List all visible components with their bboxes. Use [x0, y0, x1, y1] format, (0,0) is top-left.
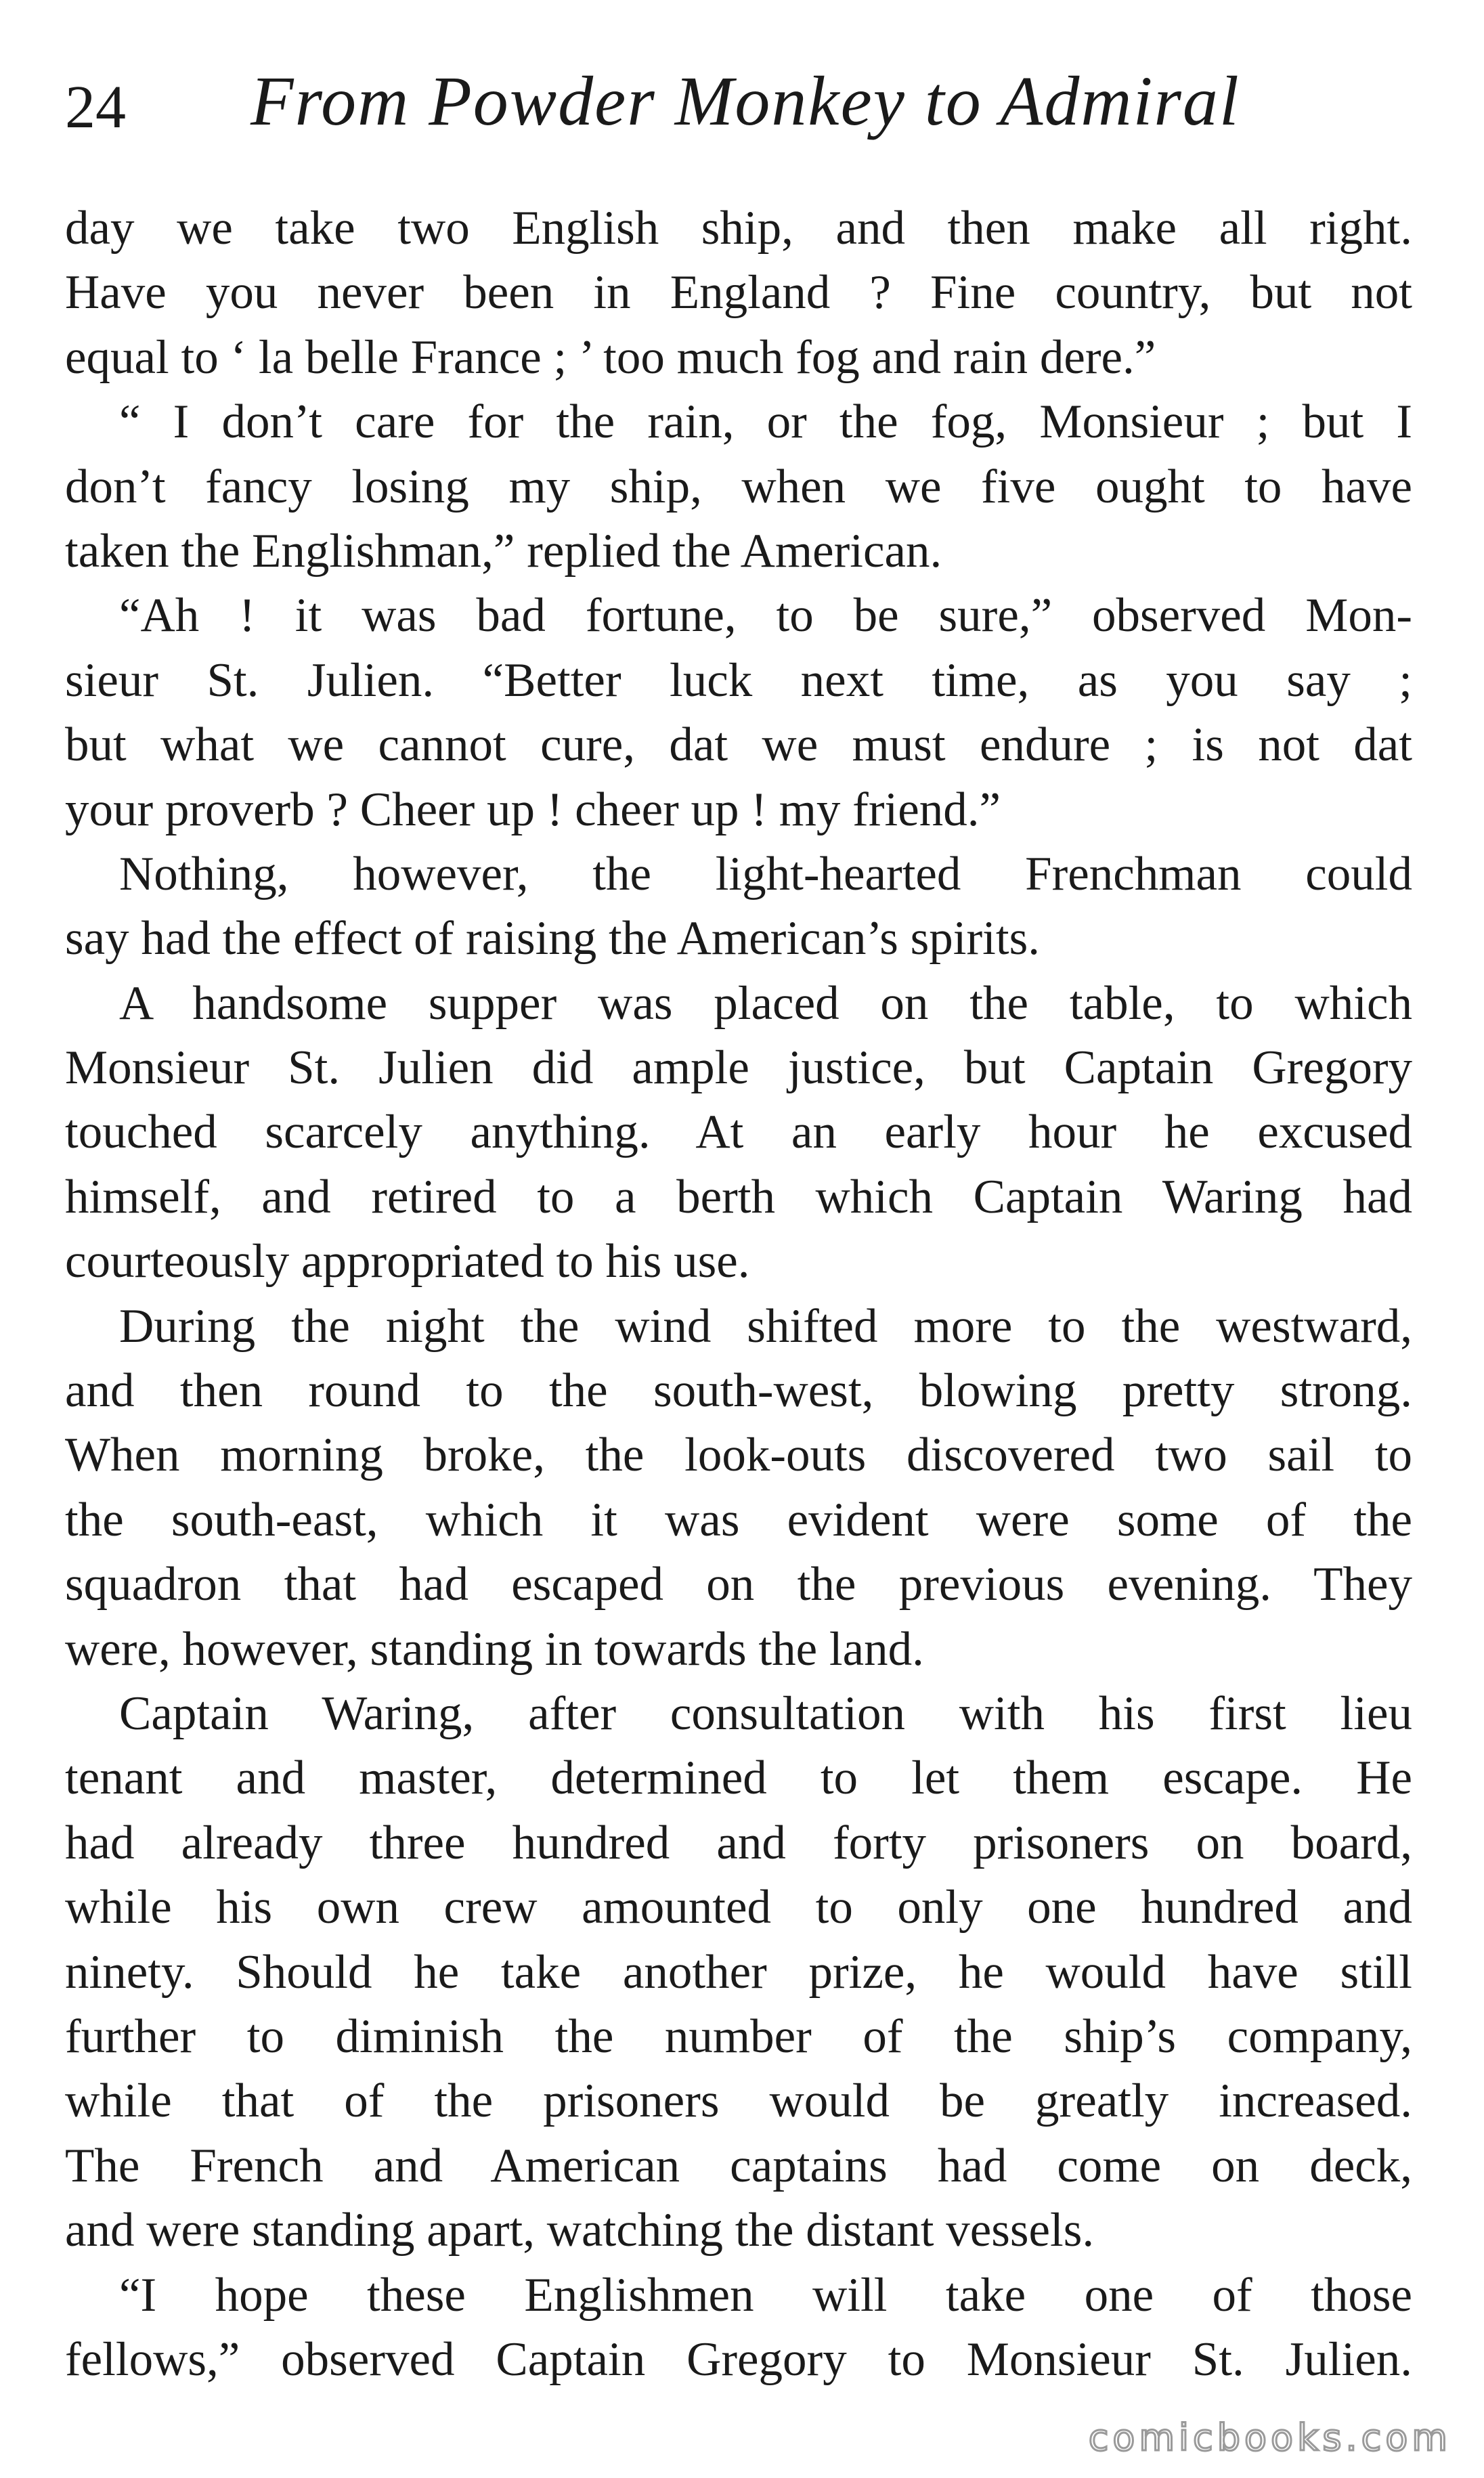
- text-line: “I hope these Englishmen will take one of those: [119, 2268, 1412, 2322]
- text-line: “ I don’t care for the rain, or the fog, Monsieur ; but I: [119, 395, 1412, 449]
- text-line: were, however, standing in towards the land.: [65, 1622, 924, 1676]
- watermark: comicbooks.com: [1088, 2416, 1452, 2459]
- page-header: [0, 54, 1484, 162]
- text-line: equal to ‘ la belle France ; ’ too much fog and rain dere.”: [65, 330, 1156, 384]
- page-number: 24: [65, 74, 126, 141]
- text-line: don’t fancy losing my ship, when we five ought to have: [65, 460, 1412, 513]
- text-line: Monsieur St. Julien did ample justice, but Captain Gregory: [65, 1041, 1412, 1095]
- text-line: Captain Waring, after consultation with his first lieu: [119, 1687, 1412, 1740]
- text-line: had already three hundred and forty prisoners on board,: [65, 1816, 1412, 1869]
- text-line: During the night the wind shifted more to the westward,: [119, 1299, 1412, 1353]
- text-line: Have you never been in England ? Fine country, but not: [65, 266, 1412, 320]
- text-line: the south-east, which it was evident were some of the: [65, 1493, 1412, 1546]
- text-line: fellows,” observed Captain Gregory to Monsieur St. Julien.: [65, 2332, 1412, 2386]
- text-line: ninety. Should he take another prize, he would have still: [65, 1945, 1412, 1999]
- text-line: but what we cannot cure, dat we must endure ; is not dat: [65, 718, 1412, 772]
- text-line: and were standing apart, watching the distant vessels.: [65, 2204, 1095, 2257]
- text-line: Nothing, however, the light-hearted Frenchman could: [119, 847, 1412, 900]
- text-line: while that of the prisoners would be greatly increased.: [65, 2074, 1412, 2128]
- text-line: squadron that had escaped on the previous evening. They: [65, 1558, 1412, 1611]
- text-line: himself, and retired to a berth which Captain Waring had: [65, 1170, 1412, 1223]
- text-line: tenant and master, determined to let them escape. He: [65, 1752, 1412, 1805]
- text-line: say had the effect of raising the American’s spirits.: [65, 912, 1040, 965]
- text-line: “Ah ! it was bad fortune, to be sure,” observed Mon-: [119, 589, 1412, 643]
- text-line: your proverb ? Cheer up ! cheer up ! my friend.”: [65, 783, 1001, 836]
- body-text: [65, 196, 1412, 2392]
- text-line: When morning broke, the look-outs discovered two sail to: [65, 1429, 1412, 1482]
- running-title: From Powder Monkey to Admiral: [250, 62, 1240, 140]
- text-line: sieur St. Julien. “Better luck next time, as you say ;: [65, 653, 1412, 707]
- text-line: while his own crew amounted to only one hundred and: [65, 1881, 1412, 1934]
- text-line: and then round to the south-west, blowing pretty strong.: [65, 1364, 1412, 1418]
- text-line: further to diminish the number of the ship’s company,: [65, 2009, 1412, 2063]
- text-line: A handsome supper was placed on the table, to which: [119, 976, 1412, 1030]
- text-line: touched scarcely anything. At an early hour he excused: [65, 1106, 1412, 1159]
- text-line: taken the Englishman,” replied the American.: [65, 524, 942, 578]
- text-line: courteously appropriated to his use.: [65, 1235, 750, 1288]
- text-line: The French and American captains had come on deck,: [65, 2139, 1412, 2192]
- text-line: day we take two English ship, and then make all right.: [65, 202, 1412, 255]
